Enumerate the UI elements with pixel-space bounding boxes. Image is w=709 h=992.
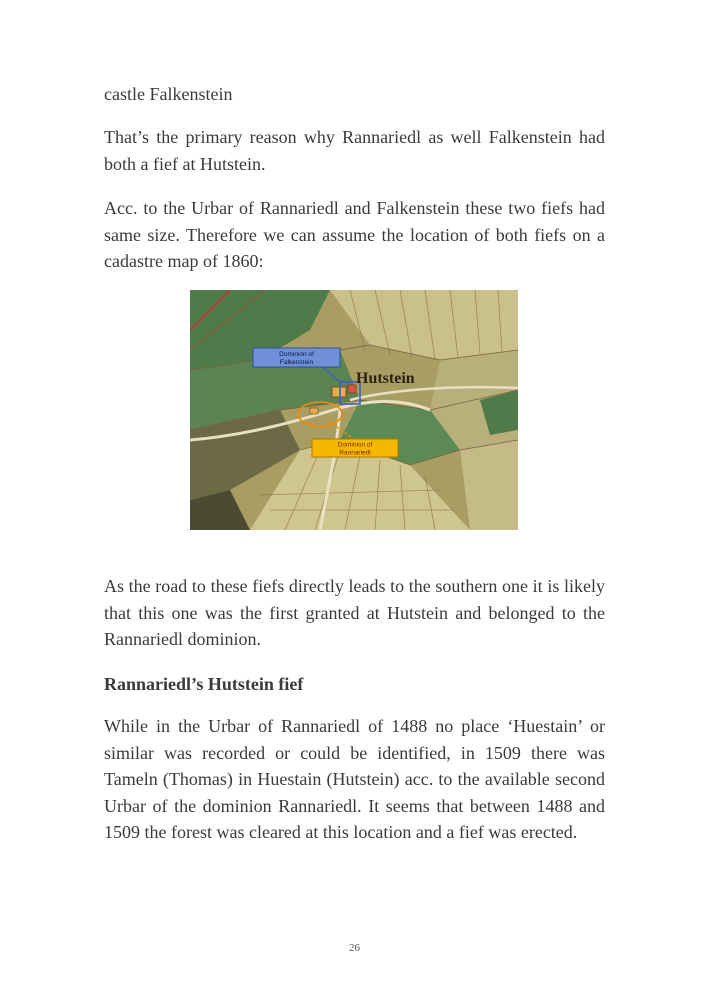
section-heading: Rannariedl’s Hutstein fief xyxy=(104,674,304,694)
paragraph-primary-reason: That’s the primary reason why Rannariedl as well Falkenstein had both a fief at Hutstein. xyxy=(104,127,605,174)
page-number: 26 xyxy=(349,942,360,954)
rannariedl-label-line1: Dominion of xyxy=(337,441,373,449)
paragraph-road-to-fiefs: As the road to these fiefs directly leads to the southern one it is likely that this one was the first granted at Hutstein and belonged to the Rannariedl dominion. xyxy=(104,576,605,649)
falkenstein-label-line2: Falkenstein xyxy=(279,359,314,366)
paragraph-castle-falkenstein: castle Falkenstein xyxy=(104,84,233,104)
falkenstein-label xyxy=(253,348,340,367)
paragraph-urbar-1488: While in the Urbar of Rannariedl of 1488 no place ‘Huestain’ or similar was recorded or could be identified, in 1509 there was Tameln (Thomas) in Huestain (Hutstein) acc. to the available second Urbar of the dominion Rannariedl. It seems that between 1488 and 1509 the forest was cleared at this location and a fief was erected. xyxy=(104,716,605,842)
falkenstein-label-line1: Dominion of xyxy=(279,351,314,358)
cadastre-map-figure xyxy=(190,290,518,530)
hutstein-place-label: Hutstein xyxy=(356,370,415,387)
rannariedl-label-line2: Rannariedl xyxy=(339,449,371,457)
cadastre-map-image xyxy=(190,290,518,530)
paragraph-urbar-size: Acc. to the Urbar of Rannariedl and Falkenstein these two fiefs had same size. Therefore we can assume the location of both fiefs on a cadastre map of 1860: xyxy=(104,198,605,271)
rannariedl-label xyxy=(312,439,398,457)
